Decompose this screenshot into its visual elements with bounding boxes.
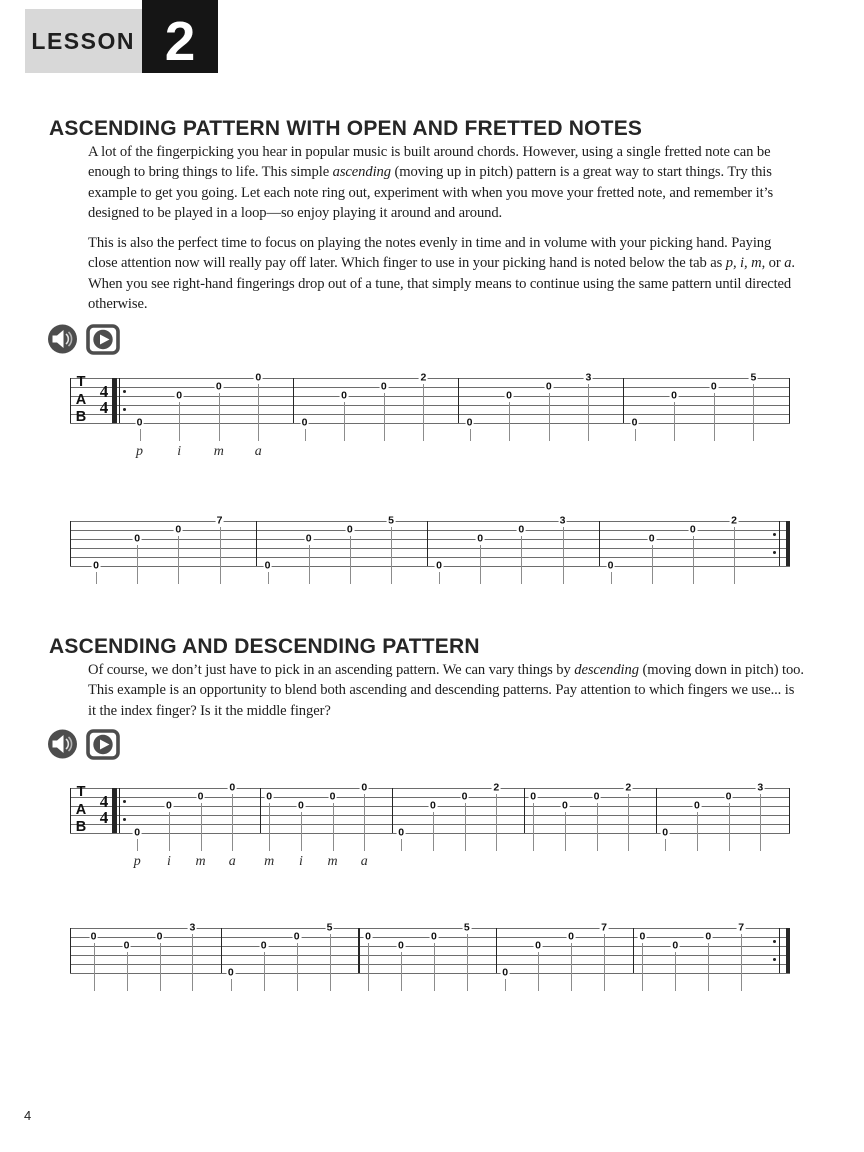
staff-line xyxy=(70,824,790,825)
fret-number: 0 xyxy=(461,790,468,803)
fret-number: 0 xyxy=(502,966,509,979)
page-number: 4 xyxy=(24,1108,32,1123)
fret-number: 0 xyxy=(648,532,655,545)
fret-number: 0 xyxy=(329,790,336,803)
fingering-letter: a xyxy=(228,854,236,869)
note-stem xyxy=(297,943,298,991)
fret-number: 0 xyxy=(90,930,97,943)
note-stem xyxy=(565,812,566,851)
fret-number: 0 xyxy=(593,790,600,803)
fret-number: 3 xyxy=(559,514,566,527)
fret-number: 0 xyxy=(561,799,568,812)
note-stem xyxy=(364,794,365,851)
note-stem xyxy=(96,572,97,584)
fret-number: 0 xyxy=(175,523,182,536)
note-stem xyxy=(344,402,345,441)
barline xyxy=(458,378,459,423)
fret-number: 3 xyxy=(757,781,764,794)
note-stem xyxy=(714,393,715,441)
end-repeat-bar xyxy=(779,521,780,566)
fret-number: 7 xyxy=(601,921,607,934)
fret-number: 0 xyxy=(530,790,537,803)
barline-start xyxy=(70,788,71,833)
fret-number: 0 xyxy=(229,781,236,794)
note-stem xyxy=(140,429,141,441)
note-stem xyxy=(538,952,539,991)
tab-staff-example1-line2 xyxy=(70,514,790,613)
note-stem xyxy=(264,952,265,991)
fret-number: 0 xyxy=(361,781,368,794)
fret-number: 2 xyxy=(625,781,632,794)
end-repeat-bar xyxy=(786,928,791,973)
fret-number: 0 xyxy=(165,799,172,812)
note-stem xyxy=(611,572,612,584)
fingering-letter: m xyxy=(213,444,224,459)
time-signature: 4 4 xyxy=(99,382,109,417)
fret-number: 0 xyxy=(365,930,371,943)
note-stem xyxy=(753,384,754,441)
note-stem xyxy=(571,943,572,991)
fret-number: 5 xyxy=(326,921,333,934)
fret-number: 0 xyxy=(227,966,234,979)
fret-number: 7 xyxy=(738,921,745,934)
note-stem xyxy=(597,803,598,851)
fret-number: 0 xyxy=(672,939,679,952)
fret-number: 0 xyxy=(260,939,267,952)
barline xyxy=(656,788,657,833)
media-buttons-example-1 xyxy=(46,322,120,356)
staff-line xyxy=(70,405,790,406)
note-stem xyxy=(467,934,468,991)
note-stem xyxy=(179,402,180,441)
note-stem xyxy=(269,803,270,851)
staff-line xyxy=(70,815,790,816)
note-stem xyxy=(470,429,471,441)
note-stem xyxy=(480,545,481,584)
repeat-dot xyxy=(773,533,776,536)
note-stem xyxy=(258,384,259,441)
note-stem xyxy=(333,803,334,851)
fret-number: 0 xyxy=(725,790,732,803)
note-stem xyxy=(433,812,434,851)
staff-line xyxy=(70,964,790,965)
fret-number: 0 xyxy=(535,939,542,952)
note-stem xyxy=(309,545,310,584)
fret-number: 0 xyxy=(506,389,513,402)
repeat-dot xyxy=(773,551,776,554)
fret-number: 0 xyxy=(477,532,484,545)
barline-start xyxy=(70,378,71,423)
note-stem xyxy=(368,943,369,991)
note-stem xyxy=(604,934,605,991)
note-stem xyxy=(391,527,392,584)
repeat-dot xyxy=(773,940,776,943)
note-stem xyxy=(434,943,435,991)
barline-end xyxy=(789,378,790,423)
note-stem xyxy=(160,943,161,991)
section-heading-ascending-descending: ASCENDING AND DESCENDING PATTERN xyxy=(49,635,480,658)
note-stem xyxy=(192,934,193,991)
fret-number: 5 xyxy=(750,371,757,384)
repeat-dot xyxy=(123,408,126,411)
note-stem xyxy=(350,536,351,584)
lesson-header-band xyxy=(25,9,142,73)
note-stem xyxy=(674,402,675,441)
note-stem xyxy=(505,979,506,991)
barline xyxy=(623,378,624,423)
fret-number: 0 xyxy=(293,930,300,943)
fingering-letter: a xyxy=(360,854,368,869)
fret-number: 0 xyxy=(156,930,163,943)
fret-number: 0 xyxy=(710,380,717,393)
note-stem xyxy=(729,803,730,851)
note-stem xyxy=(693,536,694,584)
fret-number: 0 xyxy=(134,532,141,545)
note-stem xyxy=(178,536,179,584)
note-stem xyxy=(137,545,138,584)
repeat-dot xyxy=(123,800,126,803)
fret-number: 0 xyxy=(264,559,271,572)
fret-number: 2 xyxy=(731,514,737,527)
end-repeat-bar xyxy=(779,928,780,973)
staff-line xyxy=(70,423,790,424)
fret-number: 0 xyxy=(380,380,387,393)
barline xyxy=(256,521,257,566)
fret-number: 0 xyxy=(93,559,99,572)
tab-clef: T A B xyxy=(75,784,87,835)
note-stem xyxy=(219,393,220,441)
barline xyxy=(524,788,525,833)
media-buttons-example-2 xyxy=(46,727,120,761)
note-stem xyxy=(741,934,742,991)
note-stem xyxy=(635,429,636,441)
fret-number: 0 xyxy=(662,826,669,839)
paragraph: A lot of the fingerpicking you hear in popular music is built around chords. However, using a single fretted note can be enough to bring things to life. This simple ascending (moving up in pitch) pattern is a great way to start things. Try this example to get you going. Let each note ring out, experiment with when you move your fretted note, and remember it’s designed to be played in a loop—so enjoy playing it around and around. xyxy=(88,144,774,221)
staff-line xyxy=(70,833,790,834)
fret-number: 0 xyxy=(689,523,696,536)
section-heading-ascending-pattern: ASCENDING PATTERN WITH OPEN AND FRETTED NOTES xyxy=(49,117,643,140)
staff-line xyxy=(70,973,790,974)
begin-repeat-bar xyxy=(119,378,120,423)
barline xyxy=(221,928,222,973)
fret-number: 0 xyxy=(518,523,525,536)
note-stem xyxy=(401,952,402,991)
fret-number: 0 xyxy=(305,532,312,545)
barline xyxy=(293,378,294,423)
tab-clef: T A B xyxy=(75,374,87,425)
staff-line xyxy=(70,946,790,947)
fret-number: 0 xyxy=(671,389,678,402)
tab-staff-example2-line1 xyxy=(70,781,790,880)
staff-line xyxy=(70,414,790,415)
note-stem xyxy=(384,393,385,441)
fret-number: 7 xyxy=(216,514,223,527)
staff-line xyxy=(70,378,790,379)
note-stem xyxy=(628,794,629,851)
fingering-letter: p xyxy=(133,854,141,869)
lesson-label: LESSON xyxy=(31,27,135,54)
paragraph: Of course, we don’t just have to pick in an ascending pattern. We can vary things by descending (moving down in pitch) too. This example is an opportunity to blend both ascending and descending patterns. Pay attention to which fingers we use... is it the index finger? Is it the middle finger? xyxy=(88,662,804,719)
repeat-dot xyxy=(123,818,126,821)
fret-number: 0 xyxy=(429,799,436,812)
note-stem xyxy=(734,527,735,584)
note-stem xyxy=(94,943,95,991)
fingering-letter: i xyxy=(177,444,182,459)
fret-number: 0 xyxy=(466,416,473,429)
note-stem xyxy=(301,812,302,851)
staff-line xyxy=(70,788,790,789)
barline xyxy=(599,521,600,566)
fret-number: 0 xyxy=(705,930,712,943)
fret-number: 2 xyxy=(420,371,427,384)
note-stem xyxy=(401,839,402,851)
fret-number: 0 xyxy=(430,930,437,943)
note-stem xyxy=(533,803,534,851)
fret-number: 0 xyxy=(215,380,222,393)
note-stem xyxy=(268,572,269,584)
fingering-letter: m xyxy=(264,854,275,869)
repeat-dot xyxy=(773,958,776,961)
note-stem xyxy=(465,803,466,851)
fingering-letter: i xyxy=(298,854,303,869)
staff-line xyxy=(70,928,790,929)
lesson-number-badge: 2 xyxy=(142,0,218,73)
barline-start xyxy=(70,521,71,566)
note-stem xyxy=(521,536,522,584)
video-play-icon[interactable] xyxy=(86,324,120,355)
fingering-letter: a xyxy=(254,444,262,459)
note-stem xyxy=(642,943,643,991)
fingering-letter: m xyxy=(327,854,338,869)
audio-icon[interactable] xyxy=(46,322,80,356)
fingering-letter: p xyxy=(136,444,143,459)
fret-number: 0 xyxy=(123,939,130,952)
fret-number: 0 xyxy=(639,930,646,943)
end-repeat-bar xyxy=(786,521,791,566)
fret-number: 0 xyxy=(397,939,404,952)
staff-line xyxy=(70,387,790,388)
fret-number: 0 xyxy=(346,523,353,536)
fret-number: 5 xyxy=(388,514,394,527)
fingering-letter: m xyxy=(195,854,206,869)
note-stem xyxy=(232,794,233,851)
repeat-dot xyxy=(123,390,126,393)
note-stem xyxy=(169,812,170,851)
note-stem xyxy=(509,402,510,441)
barline xyxy=(633,928,634,973)
barline-end xyxy=(789,788,790,833)
staff-line xyxy=(70,955,790,956)
fret-number: 0 xyxy=(693,799,700,812)
fret-number: 0 xyxy=(197,790,204,803)
note-stem xyxy=(496,794,497,851)
note-stem xyxy=(137,839,138,851)
barline xyxy=(260,788,261,833)
note-stem xyxy=(563,527,564,584)
note-stem xyxy=(127,952,128,991)
fret-number: 0 xyxy=(607,559,614,572)
begin-repeat-bar xyxy=(112,788,117,833)
fret-number: 0 xyxy=(436,559,442,572)
time-signature: 4 4 xyxy=(99,792,109,827)
fret-number: 3 xyxy=(585,371,592,384)
note-stem xyxy=(708,943,709,991)
fret-number: 3 xyxy=(189,921,196,934)
note-stem xyxy=(665,839,666,851)
note-stem xyxy=(760,794,761,851)
audio-icon[interactable] xyxy=(46,727,80,761)
fret-number: 0 xyxy=(341,389,348,402)
fret-number: 0 xyxy=(545,380,552,393)
note-stem xyxy=(231,979,232,991)
video-play-icon[interactable] xyxy=(86,729,120,760)
barline xyxy=(358,928,359,973)
tab-staff-example2-line2 xyxy=(70,921,790,1020)
fret-number: 0 xyxy=(176,389,183,402)
fret-number: 0 xyxy=(631,416,638,429)
note-stem xyxy=(330,934,331,991)
fret-number: 0 xyxy=(398,826,405,839)
fret-number: 2 xyxy=(493,781,500,794)
barline xyxy=(496,928,497,973)
fret-number: 0 xyxy=(136,416,143,429)
note-stem xyxy=(305,429,306,441)
fret-number: 0 xyxy=(297,799,304,812)
fingering-letter: i xyxy=(166,854,171,869)
note-stem xyxy=(675,952,676,991)
fret-number: 0 xyxy=(266,790,273,803)
tab-staff-example1-line1 xyxy=(70,371,790,470)
begin-repeat-bar xyxy=(112,378,117,423)
barline xyxy=(392,788,393,833)
staff-line xyxy=(70,797,790,798)
note-stem xyxy=(549,393,550,441)
note-stem xyxy=(588,384,589,441)
staff-line xyxy=(70,521,790,522)
fret-number: 0 xyxy=(255,371,262,384)
note-stem xyxy=(652,545,653,584)
note-stem xyxy=(201,803,202,851)
fret-number: 0 xyxy=(134,826,141,839)
note-stem xyxy=(220,527,221,584)
fret-number: 0 xyxy=(301,416,308,429)
note-stem xyxy=(423,384,424,441)
begin-repeat-bar xyxy=(119,788,120,833)
fret-number: 5 xyxy=(463,921,470,934)
note-stem xyxy=(697,812,698,851)
paragraph: This is also the perfect time to focus on playing the notes evenly in time and in volume with your picking hand. Paying close attention now will really pay off later. Which finger to use in your picking hand is noted below the tab as p, i, m, or a. When you see right-hand fingerings drop out of a tune, that simply means to continue using the same pattern until directed otherwise. xyxy=(88,235,795,312)
barline-start xyxy=(70,928,71,973)
note-stem xyxy=(439,572,440,584)
fret-number: 0 xyxy=(568,930,575,943)
barline xyxy=(427,521,428,566)
